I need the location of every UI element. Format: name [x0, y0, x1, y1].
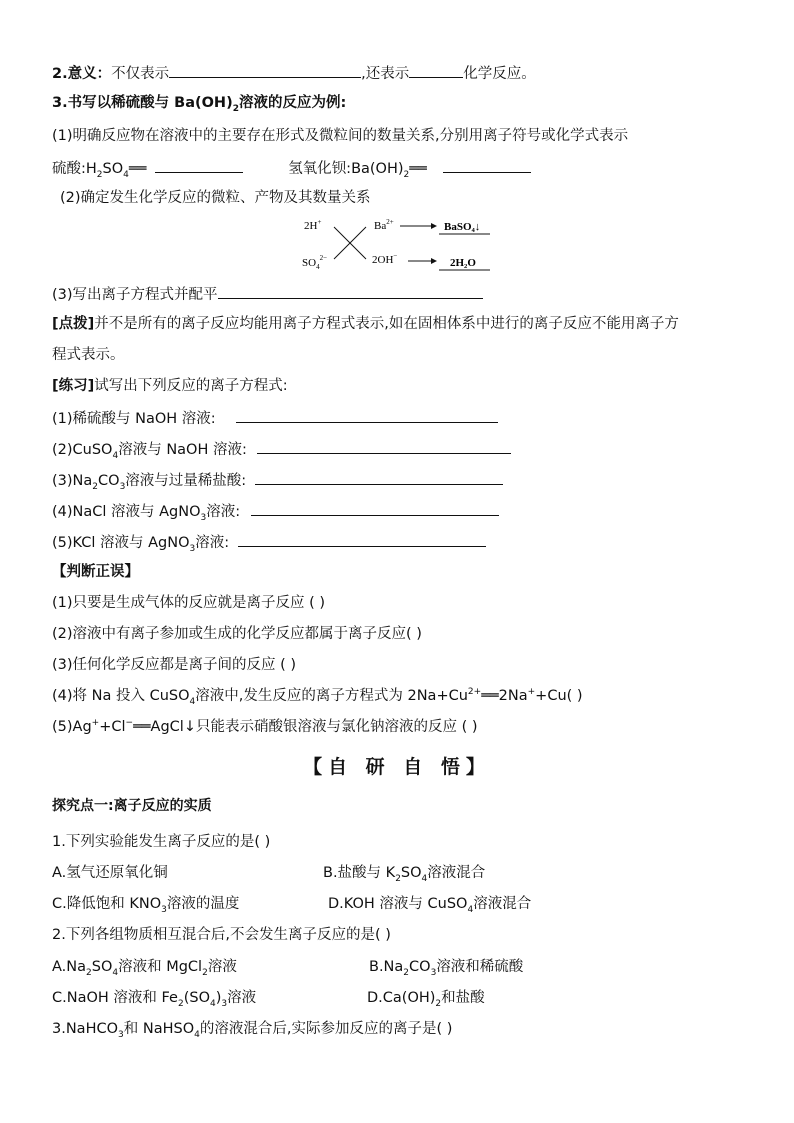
step-3: (3)写出离子方程式并配平 [52, 287, 218, 303]
option-text-3: 溶液和稀硫酸 [436, 959, 524, 975]
q1-option-c [52, 894, 239, 914]
heading-3-text-a: 3.书写以稀硫酸与 Ba(OH) [52, 95, 233, 111]
q3-text-2: 和 NaHSO [123, 1021, 195, 1037]
answer-blank[interactable] [236, 407, 498, 423]
barium-label: 氢氧化钡:Ba(OH) [288, 161, 404, 177]
practice-label-2: 溶液与 NaOH 溶液: [118, 442, 247, 458]
option-text-4: 溶液 [227, 990, 257, 1006]
point-1: 探究点一:离子反应的实质 [52, 798, 212, 814]
oh-ion: 2OH− [372, 252, 398, 266]
meaning-text-2: ,还表示 [361, 66, 410, 82]
step-3-line [52, 283, 483, 305]
sub: 2 [86, 967, 92, 978]
option-text-2: 和盐酸 [441, 990, 485, 1006]
heading-3-sub: 2 [232, 103, 239, 114]
equals-sign: ══ [409, 161, 427, 177]
practice-intro [52, 376, 288, 396]
sub: 4 [112, 967, 119, 978]
option-text: B.盐酸与 K [323, 865, 396, 881]
sub: 4 [112, 450, 119, 461]
sub: 4 [421, 873, 428, 884]
product-baso4: BaSO₄↓ [444, 221, 481, 233]
sub: 4 [194, 1029, 200, 1040]
judge-q5 [52, 717, 478, 737]
judge-q3: (3)任何化学反应都是离子间的反应 ( ) [52, 657, 297, 673]
sup: + [91, 718, 100, 729]
option-text-3: 溶液和 MgCl [118, 959, 203, 975]
sub: 3 [430, 967, 437, 978]
option-text: C.NaOH 溶液和 Fe [52, 990, 178, 1006]
practice-text: 试写出下列反应的离子方程式: [94, 378, 288, 394]
answer-blank[interactable] [443, 157, 531, 173]
sub: 2 [96, 169, 103, 180]
answer-blank[interactable] [257, 438, 511, 454]
section-heading: 【自 研 自 悟】 [303, 756, 491, 778]
option-text-2: 溶液的温度 [166, 896, 240, 912]
meaning-line [52, 62, 536, 84]
option-text: A.Na [52, 959, 87, 975]
sub: 4 [189, 696, 196, 707]
q4-text-2: 溶液中,发生反应的离子方程式为 2Na+Cu [195, 688, 468, 704]
answer-blank[interactable] [169, 62, 361, 78]
option-text: C.降低饱和 KNO [52, 896, 162, 912]
answer-blank[interactable] [155, 157, 243, 173]
judge-q1: (1)只要是生成气体的反应就是离子反应 ( ) [52, 595, 326, 611]
option-text-3: 溶液混合 [427, 865, 486, 881]
q4-text-4: +Cu( ) [535, 688, 583, 704]
practice-tag: [练习] [52, 378, 95, 394]
q4-text: (4)将 Na 投入 CuSO [52, 688, 190, 704]
equals-sign: ══ [481, 688, 499, 704]
judge-title: 【判断正误】 [52, 564, 139, 580]
practice-item [52, 438, 511, 460]
option-text-2: 溶液混合 [473, 896, 532, 912]
sup: − [125, 718, 134, 729]
option-text-2: SO [400, 865, 422, 881]
judge-q2: (2)溶液中有离子参加或生成的化学反应都属于离子反应( ) [52, 626, 422, 642]
heading-3 [52, 93, 346, 113]
tip-tag: [点拨] [52, 316, 95, 332]
sub: 2 [435, 998, 442, 1009]
q1-option-b [323, 863, 485, 883]
ba-ion: $Ba^{2+}$ [374, 218, 394, 232]
practice-label-2: 溶液: [206, 504, 241, 520]
meaning-label: 2.意义： [52, 66, 112, 82]
sub: 3 [119, 481, 126, 492]
sub: 2 [403, 169, 410, 180]
reaction-diagram [296, 213, 506, 275]
sub: 3 [189, 543, 196, 554]
meaning-text-1: 不仅表示 [111, 66, 170, 82]
practice-label: (4)NaCl 溶液与 AgNO [52, 504, 201, 520]
practice-label-2: CO [98, 473, 120, 489]
q3-text-3: 的溶液混合后,实际参加反应的离子是( ) [199, 1021, 453, 1037]
sub: 2 [177, 998, 184, 1009]
q5-text: (5)Ag [52, 719, 92, 735]
option-text: D.Ca(OH) [367, 990, 436, 1006]
practice-label: (1)稀硫酸与 NaOH 溶液: [52, 411, 216, 427]
practice-label-3: 溶液与过量稀盐酸: [125, 473, 247, 489]
sub: 2 [395, 873, 401, 884]
practice-item [52, 500, 499, 522]
sub: 3 [161, 904, 167, 915]
q1-option-a: A.氢气还原氧化铜 [52, 865, 168, 881]
q2-option-d [367, 988, 485, 1008]
sub: 3 [221, 998, 228, 1009]
q5-text-3: AgCl↓只能表示硝酸银溶液与氯化钠溶液的反应 ( ) [150, 719, 478, 735]
sub: 4 [123, 169, 129, 180]
answer-blank[interactable] [409, 62, 463, 78]
practice-item [52, 407, 498, 429]
q1-option-d [328, 894, 531, 914]
q2-option-a [52, 957, 237, 977]
option-text-2: SO [91, 959, 113, 975]
h-ion: 2H+ [304, 218, 322, 232]
practice-label: (2)CuSO [52, 442, 113, 458]
answer-blank[interactable] [251, 500, 499, 516]
equals-sign: ══ [133, 719, 151, 735]
answer-blank[interactable] [218, 283, 483, 299]
sub: 2 [92, 481, 99, 492]
q4-text-3: 2Na [498, 688, 528, 704]
option-text-3: ) [215, 990, 222, 1006]
sub: 2 [403, 967, 410, 978]
option-text: D.KOH 溶液与 CuSO [328, 896, 468, 912]
practice-item [52, 469, 503, 491]
q2-option-b [369, 957, 523, 977]
option-text-2: CO [409, 959, 431, 975]
answer-blank[interactable] [255, 469, 503, 485]
q5-text-2: +Cl [99, 719, 126, 735]
sub: 4 [467, 904, 474, 915]
answer-blank[interactable] [238, 531, 486, 547]
tip-line-1 [52, 314, 679, 334]
judge-q4 [52, 686, 583, 706]
question-1: 1.下列实验能发生离子反应的是( ) [52, 834, 271, 850]
tip-line-2: 程式表示。 [52, 347, 125, 363]
practice-label: (3)Na [52, 473, 93, 489]
option-text-2: (SO [183, 990, 210, 1006]
step-2: (2)确定发生化学反应的微粒、产物及其数量关系 [60, 190, 371, 206]
practice-label: (5)KCl 溶液与 AgNO [52, 535, 190, 551]
option-text: B.Na [369, 959, 404, 975]
sub: 3 [200, 512, 207, 523]
heading-3-text-b: 溶液的反应为例: [238, 95, 347, 111]
option-text-4: 溶液 [207, 959, 237, 975]
q3-text: 3.NaHCO [52, 1021, 119, 1037]
sulfuric-label: 硫酸:H [52, 161, 97, 177]
sub: 3 [118, 1029, 124, 1040]
arrow-head-2 [431, 258, 437, 264]
meaning-text-3: 化学反应。 [463, 66, 536, 82]
so4-ion: $SO_4^{2-}$ [302, 254, 328, 271]
arrow-head-1 [431, 223, 437, 229]
sulfuric-label-2: SO [102, 161, 124, 177]
formula-line [52, 157, 531, 179]
question-3 [52, 1019, 452, 1039]
product-water: 2H₂O [450, 257, 476, 269]
question-2: 2.下列各组物质相互混合后,不会发生离子反应的是( ) [52, 927, 391, 943]
tip-text: 并不是所有的离子反应均能用离子方程式表示,如在固相体系中进行的离子反应不能用离子方 [94, 316, 679, 332]
equals-sign: ══ [128, 161, 147, 177]
practice-item [52, 531, 486, 553]
sub: 4 [209, 998, 216, 1009]
practice-label-2: 溶液: [195, 535, 230, 551]
sup: 2+ [467, 687, 482, 698]
sub: 2 [202, 967, 208, 978]
q2-option-c [52, 988, 256, 1008]
step-1: (1)明确反应物在溶液中的主要存在形式及微粒间的数量关系,分别用离子符号或化学式表示 [52, 128, 629, 144]
sup: + [527, 687, 536, 698]
